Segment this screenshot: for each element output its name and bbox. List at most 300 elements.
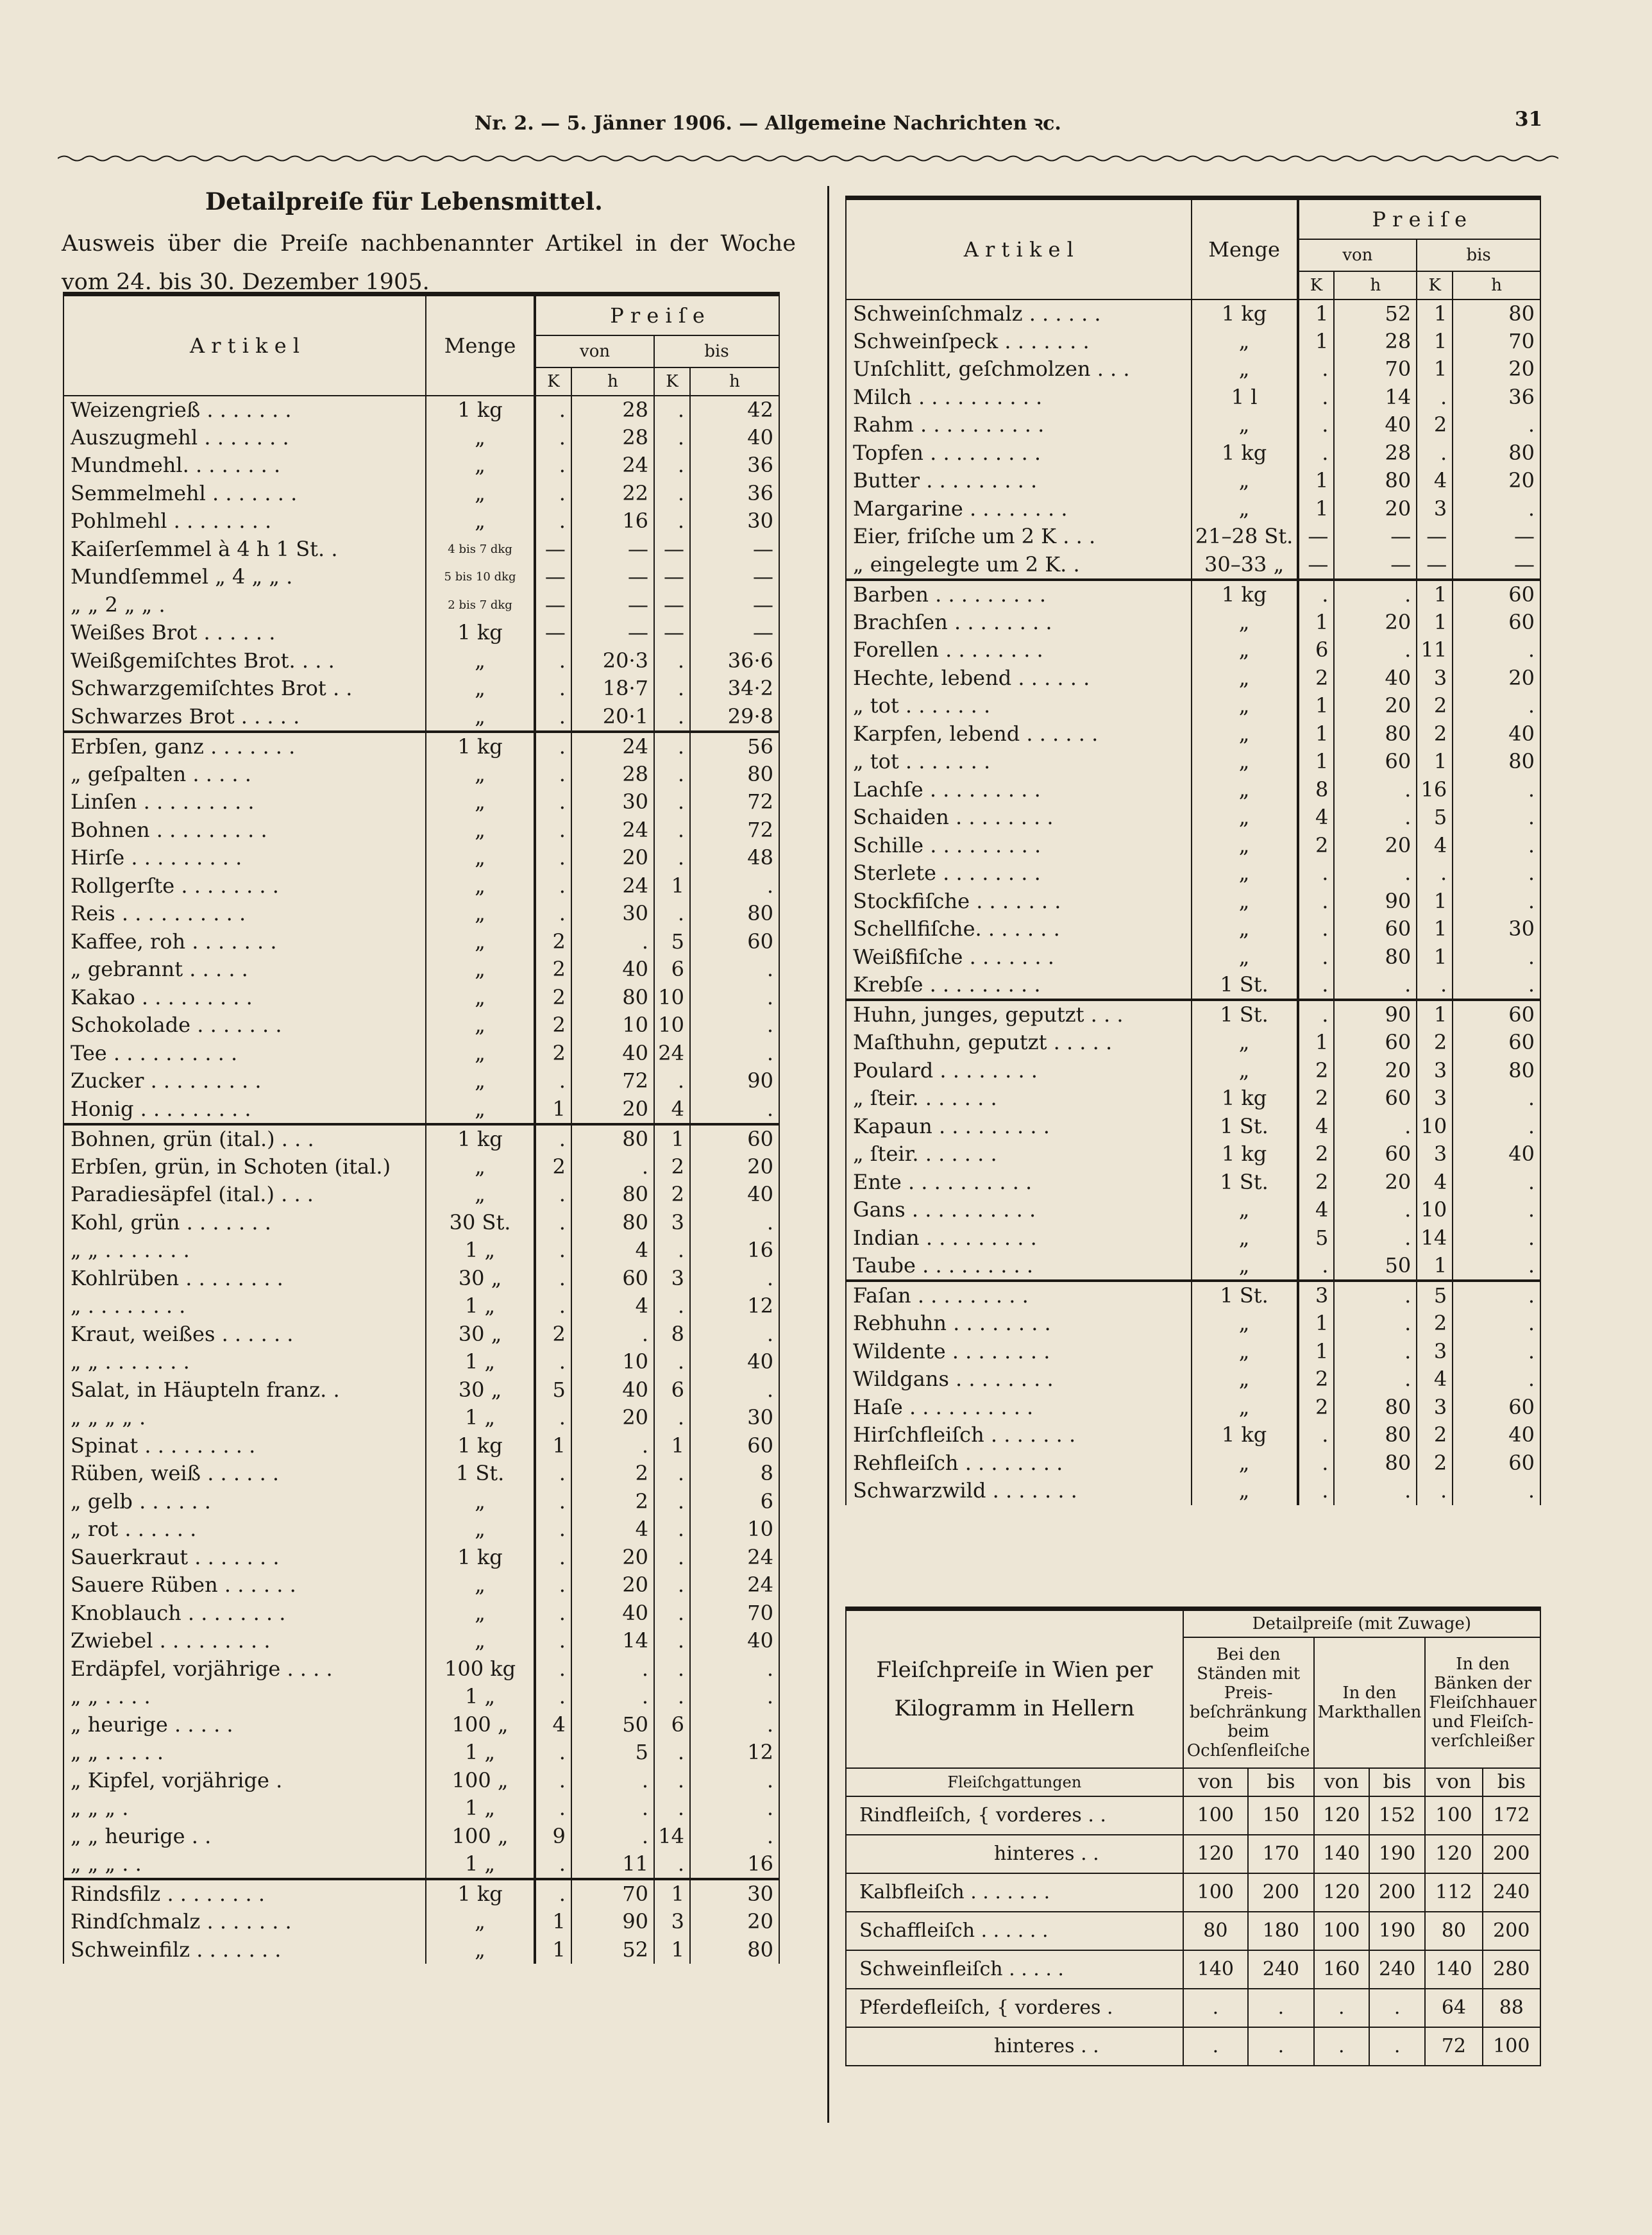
price-bis-h: . bbox=[690, 1767, 779, 1795]
meat-kind: Pferdefleiſch, { vorderes . bbox=[846, 1989, 1183, 2027]
price-bis-k: . bbox=[654, 1348, 690, 1376]
meat-row bbox=[846, 1950, 1540, 1989]
price-bis-h: . bbox=[690, 1095, 779, 1124]
table-row bbox=[846, 1477, 1540, 1505]
meat-price: 172 bbox=[1483, 1796, 1540, 1835]
price-bis-k: 1 bbox=[1417, 1000, 1453, 1029]
price-bis-k: 1 bbox=[1417, 915, 1453, 943]
item-name: Rindsfilz . . . . . . . . bbox=[63, 1879, 426, 1908]
item-name: Spinat . . . . . . . . . bbox=[63, 1432, 426, 1460]
item-menge: „ bbox=[426, 928, 534, 956]
price-von-h: 40 bbox=[571, 1376, 654, 1404]
price-von-k: 1 bbox=[1299, 467, 1335, 495]
table-row bbox=[63, 816, 779, 845]
item-name: Butter . . . . . . . . . bbox=[846, 467, 1192, 495]
price-bis-k: . bbox=[654, 1488, 690, 1516]
price-von-k: . bbox=[1299, 915, 1335, 943]
item-name: „ heurige . . . . . bbox=[63, 1711, 426, 1739]
price-bis-h: . bbox=[1453, 776, 1540, 804]
price-bis-h: 70 bbox=[1453, 328, 1540, 356]
price-bis-h: 36·6 bbox=[690, 647, 779, 675]
price-von-h: 20 bbox=[571, 1544, 654, 1572]
table-row bbox=[63, 1376, 779, 1404]
price-von-k: . bbox=[535, 451, 571, 480]
price-von-h: 30 bbox=[571, 788, 654, 816]
price-bis-k: 1 bbox=[1417, 299, 1453, 328]
table-row bbox=[846, 1252, 1540, 1281]
item-name: Zwiebel . . . . . . . . . bbox=[63, 1627, 426, 1655]
table-row bbox=[63, 1432, 779, 1460]
meat-price: 240 bbox=[1483, 1873, 1540, 1912]
price-bis-h: 72 bbox=[690, 816, 779, 845]
price-bis-h: . bbox=[1453, 1281, 1540, 1310]
item-name: Karpfen, lebend . . . . . . bbox=[846, 720, 1192, 748]
item-menge: 1 St. bbox=[1192, 1168, 1297, 1197]
col-von: von bbox=[1299, 239, 1417, 271]
item-name: Milch . . . . . . . . . . bbox=[846, 384, 1192, 412]
price-von-k: . bbox=[535, 788, 571, 816]
price-von-h: 28 bbox=[571, 396, 654, 424]
col-h: h bbox=[1334, 271, 1417, 299]
table-row bbox=[846, 832, 1540, 860]
table-row bbox=[63, 732, 779, 761]
price-bis-k: 1 bbox=[654, 1124, 690, 1153]
price-bis-k: . bbox=[654, 647, 690, 675]
item-menge: 2 bis 7 dkg bbox=[426, 591, 534, 620]
price-bis-k: . bbox=[654, 1599, 690, 1628]
price-bis-k: 3 bbox=[1417, 1084, 1453, 1113]
price-von-h: 40 bbox=[1334, 664, 1417, 693]
table-row bbox=[63, 1908, 779, 1936]
price-bis-k: . bbox=[654, 732, 690, 761]
meat-price: 200 bbox=[1483, 1912, 1540, 1950]
price-bis-h: 40 bbox=[1453, 1421, 1540, 1449]
price-bis-h: 40 bbox=[1453, 1140, 1540, 1168]
item-menge: 1 „ bbox=[426, 1683, 534, 1711]
table-row bbox=[846, 1029, 1540, 1057]
price-von-h: 11 bbox=[571, 1850, 654, 1879]
item-menge: 1 kg bbox=[426, 1544, 534, 1572]
item-menge: „ bbox=[426, 507, 534, 536]
price-bis-h: . bbox=[1453, 411, 1540, 439]
meat-row bbox=[846, 1835, 1540, 1873]
meat-col-staende: Bei den Ständen mit Preis- beſchränkung beim Ochſenfleiſche bbox=[1183, 1637, 1314, 1768]
table-row bbox=[63, 1936, 779, 1964]
table-row bbox=[846, 495, 1540, 523]
table-row bbox=[63, 761, 779, 789]
item-menge: 1 „ bbox=[426, 1404, 534, 1432]
price-von-h: . bbox=[571, 1794, 654, 1823]
price-bis-k: 3 bbox=[654, 1209, 690, 1237]
price-bis-k: 3 bbox=[1417, 1057, 1453, 1085]
item-name: Sauerkraut . . . . . . . bbox=[63, 1544, 426, 1572]
item-menge: „ bbox=[426, 1040, 534, 1068]
item-name: Schwarzgemiſchtes Brot . . bbox=[63, 675, 426, 703]
item-name: „ eingelegte um 2 K. . bbox=[846, 551, 1192, 580]
item-menge: 30 St. bbox=[426, 1209, 534, 1237]
meat-price: 160 bbox=[1314, 1950, 1369, 1989]
price-von-k: . bbox=[535, 1124, 571, 1153]
price-bis-k: 6 bbox=[654, 1376, 690, 1404]
item-name: Zucker . . . . . . . . . bbox=[63, 1067, 426, 1095]
item-name: Rollgerſte . . . . . . . . bbox=[63, 872, 426, 900]
item-menge: 1 kg bbox=[1192, 1421, 1297, 1449]
price-bis-h: 80 bbox=[690, 900, 779, 928]
table-row bbox=[846, 328, 1540, 356]
table-row bbox=[846, 439, 1540, 468]
price-bis-h: 80 bbox=[690, 1936, 779, 1964]
price-von-h: 16 bbox=[571, 507, 654, 536]
price-bis-h: . bbox=[690, 1823, 779, 1851]
price-von-k: 9 bbox=[535, 1823, 571, 1851]
price-bis-h: 30 bbox=[690, 1404, 779, 1432]
item-menge: 1 St. bbox=[426, 1460, 534, 1488]
price-von-k: 2 bbox=[535, 1320, 571, 1349]
price-bis-h: 36 bbox=[690, 451, 779, 480]
item-menge: 30 „ bbox=[426, 1376, 534, 1404]
price-von-k: . bbox=[535, 872, 571, 900]
price-von-h: . bbox=[571, 1153, 654, 1181]
meat-col-bis: bis bbox=[1369, 1768, 1425, 1796]
item-name: Sterlete . . . . . . . . bbox=[846, 859, 1192, 888]
price-von-k: . bbox=[535, 1236, 571, 1265]
price-bis-k: 4 bbox=[1417, 1365, 1453, 1394]
meat-col-von: von bbox=[1425, 1768, 1482, 1796]
col-von: von bbox=[535, 335, 654, 367]
price-von-h: 28 bbox=[1334, 328, 1417, 356]
item-name: „ . . . . . . . . bbox=[63, 1292, 426, 1320]
table-row bbox=[846, 664, 1540, 693]
item-menge: 100 kg bbox=[426, 1655, 534, 1683]
meat-price: 170 bbox=[1248, 1835, 1314, 1873]
price-von-k: . bbox=[1299, 411, 1335, 439]
item-menge: „ bbox=[426, 647, 534, 675]
price-von-h: 20 bbox=[1334, 495, 1417, 523]
price-von-k: 1 bbox=[535, 1432, 571, 1460]
meat-price: 240 bbox=[1369, 1950, 1425, 1989]
item-name: Honig . . . . . . . . . bbox=[63, 1095, 426, 1124]
price-bis-h: . bbox=[690, 956, 779, 984]
item-name: Kraut, weißes . . . . . . bbox=[63, 1320, 426, 1349]
price-bis-h: 60 bbox=[690, 1124, 779, 1153]
table-row bbox=[846, 1281, 1540, 1310]
item-menge: „ bbox=[426, 1908, 534, 1936]
item-menge: „ bbox=[426, 1153, 534, 1181]
price-bis-k: 1 bbox=[654, 1936, 690, 1964]
price-bis-k: . bbox=[654, 1236, 690, 1265]
meat-col-von: von bbox=[1183, 1768, 1248, 1796]
item-menge: 1 kg bbox=[426, 1124, 534, 1153]
price-von-h: 20·1 bbox=[571, 703, 654, 732]
item-menge: „ bbox=[426, 1627, 534, 1655]
price-von-h: 40 bbox=[1334, 411, 1417, 439]
price-von-h: . bbox=[1334, 971, 1417, 1000]
item-menge: 1 „ bbox=[426, 1794, 534, 1823]
price-von-k: . bbox=[535, 1265, 571, 1293]
item-name: Hirſe . . . . . . . . . bbox=[63, 844, 426, 872]
left_groups-group bbox=[63, 732, 779, 1124]
price-bis-h: 10 bbox=[690, 1515, 779, 1544]
item-menge: „ bbox=[426, 1067, 534, 1095]
price-von-k: . bbox=[535, 1850, 571, 1879]
item-name: „ „ 2 „ „ . bbox=[63, 591, 426, 620]
meat-price: 200 bbox=[1248, 1873, 1314, 1912]
item-name: Salat, in Häupteln franz. . bbox=[63, 1376, 426, 1404]
price-von-h: 14 bbox=[1334, 384, 1417, 412]
table-row bbox=[63, 1292, 779, 1320]
item-menge: „ bbox=[426, 788, 534, 816]
right_groups-group bbox=[846, 1000, 1540, 1281]
price-von-k: . bbox=[535, 1460, 571, 1488]
meat-row bbox=[846, 1873, 1540, 1912]
price-bis-h: . bbox=[690, 1011, 779, 1040]
col-preise: P r e i ſ e bbox=[535, 294, 779, 335]
item-menge: „ bbox=[1192, 776, 1297, 804]
left-price-table bbox=[63, 292, 780, 1964]
left_groups-group bbox=[63, 1124, 779, 1880]
price-bis-h: 36 bbox=[1453, 384, 1540, 412]
price-bis-k: — bbox=[654, 619, 690, 647]
table-row bbox=[63, 1515, 779, 1544]
price-von-h: 52 bbox=[571, 1936, 654, 1964]
table-row bbox=[63, 424, 779, 452]
price-von-h: 60 bbox=[1334, 1140, 1417, 1168]
price-bis-h: 6 bbox=[690, 1488, 779, 1516]
table-row bbox=[846, 1394, 1540, 1422]
price-bis-h: . bbox=[1453, 943, 1540, 972]
meat-price: 88 bbox=[1483, 1989, 1540, 2027]
meat-price: 240 bbox=[1248, 1950, 1314, 1989]
table-row bbox=[63, 1599, 779, 1628]
item-name: Kaiſerſemmel à 4 h 1 St. . bbox=[63, 536, 426, 564]
item-menge: „ bbox=[426, 872, 534, 900]
item-name: „ „ „ . bbox=[63, 1794, 426, 1823]
item-menge: „ bbox=[1192, 1394, 1297, 1422]
item-name: Bohnen . . . . . . . . . bbox=[63, 816, 426, 845]
col-menge: Menge bbox=[1192, 198, 1297, 299]
wavy-rule bbox=[58, 154, 1558, 163]
item-name: Huhn, junges, geputzt . . . bbox=[846, 1000, 1192, 1029]
item-name: Kakao . . . . . . . . . bbox=[63, 984, 426, 1012]
table-row bbox=[63, 1571, 779, 1599]
item-menge: „ bbox=[1192, 1252, 1297, 1281]
price-bis-k: 1 bbox=[654, 1432, 690, 1460]
price-bis-h: 36 bbox=[690, 480, 779, 508]
item-menge: 1 kg bbox=[1192, 299, 1297, 328]
price-bis-k: . bbox=[654, 507, 690, 536]
price-von-h: . bbox=[1334, 1477, 1417, 1505]
price-von-h: 40 bbox=[571, 956, 654, 984]
item-menge: „ bbox=[1192, 804, 1297, 832]
table-row bbox=[846, 1000, 1540, 1029]
price-bis-k: 1 bbox=[1417, 943, 1453, 972]
item-name: Reis . . . . . . . . . . bbox=[63, 900, 426, 928]
item-name: Faſan . . . . . . . . . bbox=[846, 1281, 1192, 1310]
table-row bbox=[63, 591, 779, 620]
item-name: Krebſe . . . . . . . . . bbox=[846, 971, 1192, 1000]
price-von-h: . bbox=[1334, 1310, 1417, 1338]
item-menge: „ bbox=[426, 451, 534, 480]
price-bis-h: . bbox=[690, 1040, 779, 1068]
item-name: Rebhuhn . . . . . . . . bbox=[846, 1310, 1192, 1338]
price-von-k: 4 bbox=[1299, 1196, 1335, 1224]
item-menge: 1 St. bbox=[1192, 1113, 1297, 1141]
item-menge: „ bbox=[1192, 467, 1297, 495]
table-row bbox=[846, 523, 1540, 551]
item-name: Pohlmehl . . . . . . . . bbox=[63, 507, 426, 536]
price-von-h: 70 bbox=[571, 1879, 654, 1908]
right_groups-group bbox=[846, 299, 1540, 580]
item-menge: 1 kg bbox=[426, 732, 534, 761]
price-von-k: . bbox=[535, 1292, 571, 1320]
price-von-h: 90 bbox=[571, 1908, 654, 1936]
item-name: Weißgemiſchtes Brot. . . . bbox=[63, 647, 426, 675]
meat-price: . bbox=[1369, 1989, 1425, 2027]
price-von-h: 72 bbox=[571, 1067, 654, 1095]
item-name: Eier, friſche um 2 K . . . bbox=[846, 523, 1192, 551]
item-name: „ Kipfel, vorjährige . bbox=[63, 1767, 426, 1795]
price-von-k: 1 bbox=[1299, 692, 1335, 720]
right_groups-group bbox=[846, 1281, 1540, 1505]
price-bis-k: 1 bbox=[1417, 328, 1453, 356]
item-menge: 100 „ bbox=[426, 1823, 534, 1851]
price-von-k: 2 bbox=[535, 1011, 571, 1040]
price-von-k: . bbox=[535, 816, 571, 845]
table-row bbox=[63, 1460, 779, 1488]
table-row bbox=[846, 467, 1540, 495]
price-bis-k: 10 bbox=[654, 1011, 690, 1040]
price-bis-k: . bbox=[654, 1655, 690, 1683]
price-bis-k: . bbox=[654, 1292, 690, 1320]
price-bis-k: . bbox=[654, 816, 690, 845]
item-menge: 1 l bbox=[1192, 384, 1297, 412]
item-name: Schokolade . . . . . . . bbox=[63, 1011, 426, 1040]
price-bis-k: 2 bbox=[654, 1153, 690, 1181]
price-von-k: . bbox=[1299, 1477, 1335, 1505]
price-von-k: 1 bbox=[535, 1095, 571, 1124]
price-von-h: 20 bbox=[571, 844, 654, 872]
price-bis-h: . bbox=[690, 1711, 779, 1739]
price-bis-k: . bbox=[654, 1794, 690, 1823]
price-bis-k: 6 bbox=[654, 1711, 690, 1739]
price-bis-k: 10 bbox=[1417, 1113, 1453, 1141]
item-menge: 1 kg bbox=[426, 1432, 534, 1460]
price-von-h: 28 bbox=[571, 424, 654, 452]
price-von-k: . bbox=[1299, 1449, 1335, 1478]
price-von-h: 80 bbox=[1334, 467, 1417, 495]
price-bis-k: 5 bbox=[654, 928, 690, 956]
table-row bbox=[846, 943, 1540, 972]
table-row bbox=[846, 915, 1540, 943]
item-menge: „ bbox=[1192, 720, 1297, 748]
item-name: Erdäpfel, vorjährige . . . . bbox=[63, 1655, 426, 1683]
price-von-k: 2 bbox=[1299, 664, 1335, 693]
item-menge: „ bbox=[1192, 1057, 1297, 1085]
col-k: K bbox=[1299, 271, 1335, 299]
meat-title: Fleiſchpreiſe in Wien per Kilogramm in Hellern bbox=[846, 1609, 1183, 1768]
item-name: Stockfiſche . . . . . . . bbox=[846, 888, 1192, 916]
item-menge: „ bbox=[1192, 1365, 1297, 1394]
price-von-k: — bbox=[535, 536, 571, 564]
right-price-table bbox=[845, 196, 1541, 1505]
price-von-k: 5 bbox=[1299, 1224, 1335, 1252]
item-menge: 1 kg bbox=[1192, 1140, 1297, 1168]
left_groups-group bbox=[63, 1879, 779, 1964]
price-bis-k: . bbox=[654, 1739, 690, 1767]
meat-col-gattungen: Fleiſchgattungen bbox=[846, 1768, 1183, 1796]
meat-kind: hinteres . . bbox=[846, 1835, 1183, 1873]
item-name: Forellen . . . . . . . . bbox=[846, 636, 1192, 664]
item-name: Haſe . . . . . . . . . . bbox=[846, 1394, 1192, 1422]
price-von-h: 90 bbox=[1334, 888, 1417, 916]
meat-row bbox=[846, 2027, 1540, 2066]
item-name: Schellfiſche. . . . . . . bbox=[846, 915, 1192, 943]
price-von-k: 1 bbox=[1299, 609, 1335, 637]
item-name: „ tot . . . . . . . bbox=[846, 692, 1192, 720]
item-name: Auszugmehl . . . . . . . bbox=[63, 424, 426, 452]
col-k: K bbox=[535, 367, 571, 396]
price-bis-k: 11 bbox=[1417, 636, 1453, 664]
table-row bbox=[63, 1181, 779, 1209]
table-row bbox=[63, 956, 779, 984]
item-name: Rahm . . . . . . . . . . bbox=[846, 411, 1192, 439]
meat-price: 120 bbox=[1314, 1873, 1369, 1912]
price-von-h: 30 bbox=[571, 900, 654, 928]
price-von-h: 20 bbox=[1334, 1057, 1417, 1085]
meat-price: . bbox=[1248, 2027, 1314, 2066]
price-von-k: 2 bbox=[1299, 1140, 1335, 1168]
item-name: Ente . . . . . . . . . . bbox=[846, 1168, 1192, 1197]
item-menge: „ bbox=[1192, 832, 1297, 860]
price-von-k: 1 bbox=[535, 1908, 571, 1936]
price-bis-h: . bbox=[690, 984, 779, 1012]
price-von-k: . bbox=[535, 900, 571, 928]
table-row bbox=[846, 411, 1540, 439]
meat-price: 100 bbox=[1183, 1873, 1248, 1912]
price-bis-k: 2 bbox=[1417, 1310, 1453, 1338]
item-name: Semmelmehl . . . . . . . bbox=[63, 480, 426, 508]
item-menge: „ bbox=[1192, 609, 1297, 637]
item-name: Weißfiſche . . . . . . . bbox=[846, 943, 1192, 972]
price-bis-h: — bbox=[690, 619, 779, 647]
item-menge: „ bbox=[1192, 943, 1297, 972]
price-bis-k: 10 bbox=[1417, 1196, 1453, 1224]
col-bis: bis bbox=[1417, 239, 1540, 271]
item-name: „ ſteir. . . . . . . bbox=[846, 1084, 1192, 1113]
price-bis-h: 20 bbox=[1453, 355, 1540, 384]
meat-price: . bbox=[1183, 2027, 1248, 2066]
item-name: Rüben, weiß . . . . . . bbox=[63, 1460, 426, 1488]
item-menge: „ bbox=[426, 900, 534, 928]
table-row bbox=[63, 1739, 779, 1767]
meat-row bbox=[846, 1989, 1540, 2027]
price-bis-h: 30 bbox=[690, 1879, 779, 1908]
left_groups-group bbox=[63, 396, 779, 732]
price-bis-h: 20 bbox=[1453, 467, 1540, 495]
price-von-k: — bbox=[535, 591, 571, 620]
price-bis-h: 24 bbox=[690, 1571, 779, 1599]
price-bis-h: . bbox=[690, 1209, 779, 1237]
price-bis-h: 60 bbox=[1453, 1394, 1540, 1422]
price-bis-h: 60 bbox=[690, 1432, 779, 1460]
price-von-h: 28 bbox=[1334, 439, 1417, 468]
price-von-k: . bbox=[535, 1181, 571, 1209]
price-bis-k: 1 bbox=[654, 872, 690, 900]
item-menge: „ bbox=[426, 1936, 534, 1964]
price-von-h: 80 bbox=[1334, 943, 1417, 972]
price-bis-h: — bbox=[1453, 551, 1540, 580]
price-bis-h: . bbox=[1453, 1224, 1540, 1252]
